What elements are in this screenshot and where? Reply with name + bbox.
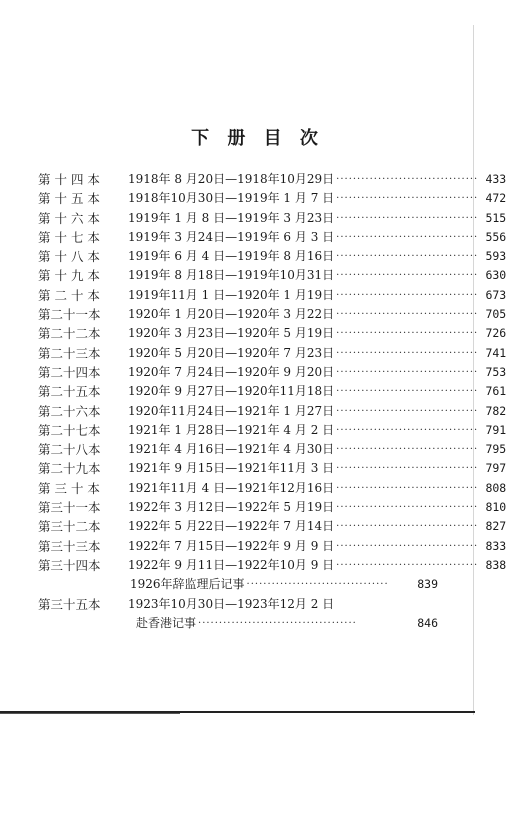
toc-row bbox=[38, 170, 506, 189]
toc-entry bbox=[130, 575, 438, 594]
page-number: 741 bbox=[485, 345, 506, 360]
toc-row bbox=[38, 575, 438, 594]
date-range: 1918年 8 月20日—1918年10月29日 bbox=[128, 172, 335, 186]
toc-row bbox=[38, 209, 506, 228]
volume-label: 第三十二本 bbox=[38, 519, 101, 535]
page-number: 705 bbox=[485, 307, 506, 322]
page-title: 下 册 目 次 bbox=[191, 128, 324, 149]
toc-entry bbox=[128, 556, 506, 575]
toc-entry bbox=[136, 614, 438, 633]
leader-dots: ·································· bbox=[336, 366, 479, 378]
toc-row bbox=[38, 479, 506, 498]
toc-row bbox=[38, 614, 438, 633]
volume-label: 第 二 十 本 bbox=[38, 287, 100, 303]
volume-label: 第二十三本 bbox=[38, 345, 101, 361]
toc-entry bbox=[128, 537, 506, 556]
leader-dots: ·································· bbox=[336, 521, 479, 533]
volume-label: 第三十五本 bbox=[38, 596, 101, 612]
leader-dots: ······································ bbox=[198, 617, 357, 629]
toc-entry bbox=[128, 324, 506, 343]
date-range: 1920年 3 月23日—1920年 5 月19日 bbox=[128, 326, 335, 341]
leader-dots: ·································· bbox=[336, 289, 479, 301]
date-range: 1922年 9 月11日—1922年10月 9 日 bbox=[128, 557, 335, 572]
date-range: 1920年 5 月20日—1920年 7 月23日 bbox=[128, 345, 335, 360]
toc-entry bbox=[128, 189, 506, 208]
toc-row bbox=[38, 459, 506, 478]
volume-label: 第二十四本 bbox=[38, 364, 101, 380]
toc-entry bbox=[128, 266, 506, 285]
toc-row bbox=[38, 595, 438, 614]
date-range: 1921年 9 月15日—1921年11月 3 日 bbox=[128, 461, 335, 476]
toc-entry bbox=[128, 209, 506, 228]
leader-dots: ·································· bbox=[336, 328, 479, 340]
toc-row bbox=[38, 324, 506, 343]
page-number: 833 bbox=[485, 538, 506, 553]
toc-row bbox=[38, 305, 506, 324]
leader-dots: ·································· bbox=[336, 463, 479, 475]
page-number: 515 bbox=[485, 210, 506, 225]
toc-row bbox=[38, 344, 506, 363]
page-number: 673 bbox=[485, 287, 506, 302]
page-number: 630 bbox=[485, 268, 506, 283]
page-number: 810 bbox=[485, 500, 506, 515]
date-range: 1919年 8 月18日—1919年10月31日 bbox=[128, 268, 335, 283]
volume-label: 第 十 六 本 bbox=[38, 210, 100, 226]
toc-row bbox=[38, 517, 506, 536]
volume-label: 第三十一本 bbox=[38, 500, 101, 516]
toc-row bbox=[38, 402, 506, 421]
toc-entry bbox=[128, 440, 506, 459]
volume-label: 第 十 七 本 bbox=[38, 229, 100, 245]
page-number: 593 bbox=[485, 249, 506, 264]
date-range: 1922年 3 月12日—1922年 5 月19日 bbox=[128, 500, 335, 515]
leader-dots: ·································· bbox=[246, 579, 389, 591]
date-range: 1919年11月 1 日—1920年 1 月19日 bbox=[128, 287, 335, 302]
date-range: 1923年10月30日—1923年12月 2 日 bbox=[128, 596, 335, 611]
volume-label: 第二十七本 bbox=[38, 422, 101, 438]
page-number: 839 bbox=[417, 577, 438, 592]
page-number: 797 bbox=[485, 461, 506, 476]
leader-dots: ·································· bbox=[336, 309, 479, 321]
date-range: 1920年 1 月20日—1920年 3 月22日 bbox=[128, 307, 335, 322]
toc-entry bbox=[128, 363, 506, 382]
leader-dots: ·································· bbox=[336, 502, 479, 514]
toc-row bbox=[38, 247, 506, 266]
date-range: 1921年11月 4 日—1921年12月16日 bbox=[128, 480, 335, 495]
leader-dots: ·································· bbox=[336, 231, 479, 243]
toc-row bbox=[38, 363, 506, 382]
entry-title: 赴香港记事 bbox=[136, 615, 197, 630]
volume-label: 第 十 四 本 bbox=[38, 172, 100, 187]
table-of-contents bbox=[38, 170, 506, 633]
date-range: 1921年 4 月16日—1921年 4 月30日 bbox=[128, 442, 335, 457]
leader-dots: ·································· bbox=[336, 347, 479, 359]
toc-entry bbox=[128, 517, 506, 536]
leader-dots: ·································· bbox=[336, 212, 479, 224]
leader-dots: ·································· bbox=[336, 444, 479, 456]
date-range: 1922年 5 月22日—1922年 7 月14日 bbox=[128, 519, 335, 534]
date-range: 1919年 3 月24日—1919年 6 月 3 日 bbox=[128, 229, 335, 244]
leader-dots: ·································· bbox=[336, 174, 479, 185]
toc-row bbox=[38, 440, 506, 459]
volume-label: 第二十五本 bbox=[38, 384, 101, 400]
volume-label: 第二十六本 bbox=[38, 403, 101, 419]
volume-label: 第 三 十 本 bbox=[38, 480, 100, 496]
page-number: 761 bbox=[485, 384, 506, 399]
toc-row bbox=[38, 537, 506, 556]
page-number: 795 bbox=[485, 442, 506, 457]
toc-entry bbox=[128, 498, 506, 517]
volume-label: 第 十 八 本 bbox=[38, 249, 100, 265]
date-range: 1920年 7 月24日—1920年 9 月20日 bbox=[128, 364, 335, 379]
page-number: 753 bbox=[485, 364, 506, 379]
leader-dots: ·································· bbox=[336, 405, 479, 417]
page-number: 827 bbox=[485, 519, 506, 534]
leader-dots: ·································· bbox=[336, 270, 479, 282]
toc-row bbox=[38, 286, 506, 305]
date-range: 1921年 1 月28日—1921年 4 月 2 日 bbox=[128, 422, 335, 437]
toc-entry bbox=[128, 228, 506, 247]
leader-dots: ·································· bbox=[336, 540, 479, 552]
volume-label: 第二十九本 bbox=[38, 461, 101, 477]
toc-row bbox=[38, 421, 506, 440]
volume-label: 第三十三本 bbox=[38, 538, 101, 554]
toc-entry bbox=[128, 247, 506, 266]
toc-row bbox=[38, 498, 506, 517]
leader-dots: ·································· bbox=[336, 193, 479, 205]
volume-label: 第二十一本 bbox=[38, 307, 101, 323]
page-number bbox=[334, 595, 360, 614]
page-number: 808 bbox=[485, 480, 506, 495]
page-number: 472 bbox=[485, 191, 506, 206]
toc-entry bbox=[128, 286, 506, 305]
bottom-rule-shadow bbox=[0, 713, 180, 714]
leader-dots: ·································· bbox=[336, 482, 479, 494]
page-number: 433 bbox=[485, 172, 506, 186]
toc-entry bbox=[128, 459, 506, 478]
leader-dots: ·································· bbox=[336, 424, 479, 436]
page-number: 846 bbox=[417, 615, 438, 630]
date-range: 1920年11月24日—1921年 1 月27日 bbox=[128, 403, 335, 418]
leader-dots: ·································· bbox=[336, 386, 479, 398]
toc-entry bbox=[128, 479, 506, 498]
date-range: 1922年 7 月15日—1922年 9 月 9 日 bbox=[128, 538, 335, 553]
date-range: 1919年 1 月 8 日—1919年 3 月23日 bbox=[128, 210, 335, 225]
toc-entry bbox=[128, 382, 506, 401]
volume-label: 第 十 五 本 bbox=[38, 191, 100, 207]
page-number: 556 bbox=[485, 229, 506, 244]
date-range: 1918年10月30日—1919年 1 月 7 日 bbox=[128, 191, 335, 206]
leader-dots: ·································· bbox=[336, 559, 479, 571]
page-number: 782 bbox=[485, 403, 506, 418]
toc-row bbox=[38, 228, 506, 247]
toc-row bbox=[38, 382, 506, 401]
toc-entry bbox=[128, 344, 506, 363]
volume-label: 第二十八本 bbox=[38, 442, 101, 458]
date-range: 1920年 9 月27日—1920年11月18日 bbox=[128, 384, 335, 399]
toc-entry bbox=[128, 595, 438, 614]
toc-row bbox=[38, 266, 506, 285]
date-range: 1919年 6 月 4 日—1919年 8 月16日 bbox=[128, 249, 335, 264]
toc-entry bbox=[128, 402, 506, 421]
volume-label: 第二十二本 bbox=[38, 326, 101, 342]
toc-entry bbox=[128, 170, 506, 189]
toc-entry bbox=[128, 421, 506, 440]
page-number: 838 bbox=[485, 557, 506, 572]
volume-label: 第 十 九 本 bbox=[38, 268, 100, 284]
page-number: 791 bbox=[485, 422, 506, 437]
leader-dots: ·································· bbox=[336, 251, 479, 263]
page-number: 726 bbox=[485, 326, 506, 341]
entry-title: 1926年辞监理后记事 bbox=[130, 577, 245, 592]
toc-row bbox=[38, 556, 506, 575]
toc-entry bbox=[128, 305, 506, 324]
volume-label: 第三十四本 bbox=[38, 557, 101, 573]
toc-row bbox=[38, 189, 506, 208]
